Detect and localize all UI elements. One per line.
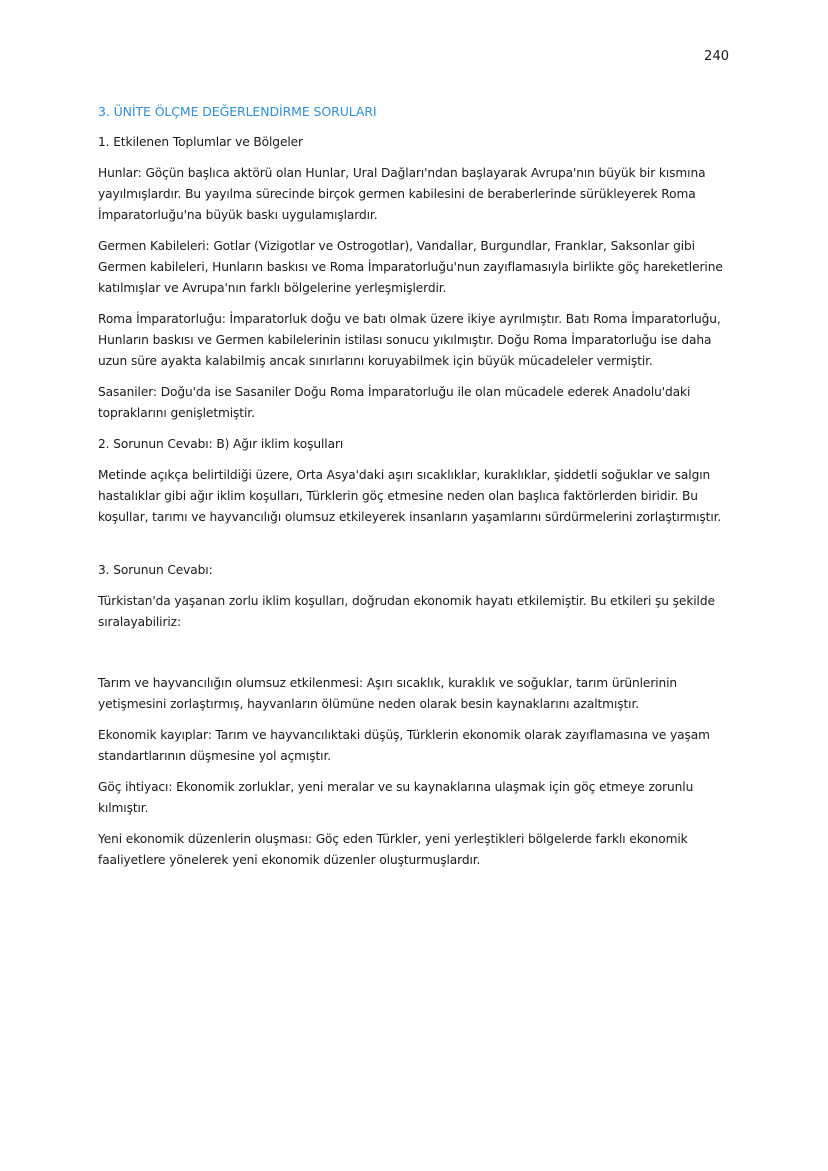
question-1-heading: 1. Etkilenen Toplumlar ve Bölgeler [98, 135, 303, 149]
q2-paragraph: Metinde açıkça belirtildiği üzere, Orta Asya'daki aşırı sıcaklıklar, kuraklıklar, şiddetli soğuklar ve salgın hastalıklar gibi ağır iklim koşulları, Türklerin göç etmesine neden olan başlıca faktörlerden biridir. Bu koşullar, tarımı ve hayvancılığı olumsuz etkileyerek insanların yaşamlarını sürdürmelerini zorlaştırmıştır. [98, 468, 722, 524]
q3-item-tarim: Tarım ve hayvancılığın olumsuz etkilenmesi: Aşırı sıcaklık, kuraklık ve soğuklar, tarım ürünlerinin yetişmesini zorlaştırmış, hayvanların ölümüne neden olarak besin kaynaklarını azaltmıştır. [98, 676, 678, 711]
q1-paragraph-hunlar: Hunlar: Göçün başlıca aktörü olan Hunlar, Ural Dağları'ndan başlayarak Avrupa'nın büyük bir kısmına yayılmışlardır. Bu yayılma sürecinde birçok germen kabilesini de beraberlerinde sürükleyerek Roma İmparatorluğu'na büyük baskı uygulamışlardır. [98, 166, 706, 222]
q1-paragraph-sasaniler: Sasaniler: Doğu'da ise Sasaniler Doğu Roma İmparatorluğu ile olan mücadele ederek Anadolu'daki topraklarını genişletmiştir. [98, 385, 691, 420]
question-2-heading: 2. Sorunun Cevabı: B) Ağır iklim koşulları [98, 437, 344, 451]
q3-intro: Türkistan'da yaşanan zorlu iklim koşulları, doğrudan ekonomik hayatı etkilemiştir. Bu etkileri şu şekilde sıralayabiliriz: [98, 594, 715, 629]
page-content [98, 101, 738, 881]
q3-item-goc-ihtiyaci: Göç ihtiyacı: Ekonomik zorluklar, yeni meralar ve su kaynaklarına ulaşmak için göç etmeye zorunlu kılmıştır. [98, 780, 694, 815]
q1-paragraph-germen: Germen Kabileleri: Gotlar (Vizigotlar ve Ostrogotlar), Vandallar, Burgundlar, Franklar, Saksonlar gibi Germen kabileleri, Hunların baskısı ve Roma İmparatorluğu'nun zayıflamasıyla birlikte göç hareketlerine katılmışlar ve Avrupa'nın farklı bölgelerine yerleşmişlerdir. [98, 239, 723, 295]
q3-item-ekonomik-kayiplar: Ekonomik kayıplar: Tarım ve hayvancılıktaki düşüş, Türklerin ekonomik olarak zayıflamasına ve yaşam standartlarının düşmesine yol açmıştır. [98, 728, 710, 763]
q3-item-yeni-duzenler: Yeni ekonomik düzenlerin oluşması: Göç eden Türkler, yeni yerleştikleri bölgelerde farklı ekonomik faaliyetlere yönelerek yeni ekonomik düzenler oluşturmuşlardır. [98, 832, 688, 867]
unit-title: 3. ÜNİTE ÖLÇME DEĞERLENDİRME SORULARI [98, 104, 377, 119]
page-number: 240 [704, 49, 729, 64]
question-3-heading: 3. Sorunun Cevabı: [98, 563, 213, 577]
q1-paragraph-roma: Roma İmparatorluğu: İmparatorluk doğu ve batı olmak üzere ikiye ayrılmıştır. Batı Roma İmparatorluğu, Hunların baskısı ve Germen kabilelerinin istilası sonucu yıkılmıştır. Doğu Roma İmparatorluğu ise daha uzun süre ayakta kalabilmiş ancak sınırlarını koruyabilmek için büyük mücadeleler vermiştir. [98, 312, 721, 368]
